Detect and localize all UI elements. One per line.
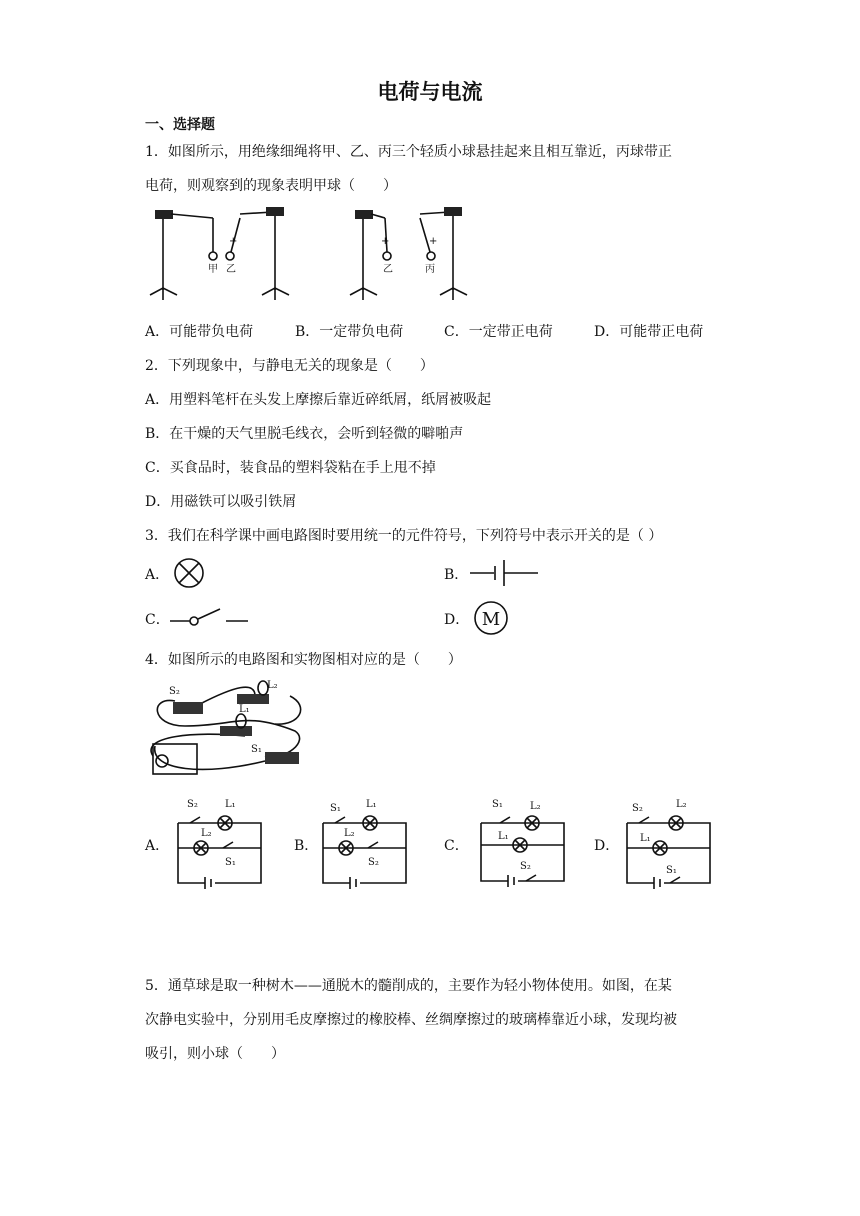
q2-option-d: D．用磁铁可以吸引铁屑 <box>145 494 297 510</box>
q1-option-d: D．可能带正电荷 <box>594 324 704 340</box>
q4-option-b-label: B． <box>294 838 319 854</box>
q1-figure <box>145 200 485 310</box>
q1-charge-1: + <box>229 236 238 247</box>
q5-line3: 吸引，则小球（ ） <box>145 1046 285 1062</box>
photo-label-s2: S₂ <box>169 686 180 697</box>
circuit-b-s2: S₂ <box>368 857 379 868</box>
q3-option-b-label: B． <box>444 567 469 583</box>
battery-symbol <box>470 559 540 587</box>
photo-label-l2: L₂ <box>267 680 278 691</box>
circuit-a <box>175 793 265 887</box>
motor-symbol <box>473 600 511 636</box>
circuit-c-s2: S₂ <box>520 861 531 872</box>
q1-option-b: B．一定带负电荷 <box>295 324 404 340</box>
lamp-symbol <box>172 556 206 590</box>
circuit-d-l1: L₁ <box>640 833 651 844</box>
q3-option-a-label: A． <box>145 567 170 583</box>
q3-option-c-label: C． <box>145 612 170 628</box>
photo-label-s1: S₁ <box>251 744 262 755</box>
circuit-b-l1: L₁ <box>366 799 377 810</box>
circuit-c-l2: L₂ <box>530 801 541 812</box>
circuit-c-s1: S₁ <box>492 799 503 810</box>
q1-label-yi-1: 乙 <box>226 264 236 275</box>
q2-stem: 2．下列现象中，与静电无关的现象是（ ） <box>145 358 434 374</box>
section-heading: 一、选择题 <box>145 117 215 133</box>
circuit-a-l1: L₁ <box>225 799 236 810</box>
circuit-a-s2: S₂ <box>187 799 198 810</box>
q1-charge-2: + <box>381 236 390 247</box>
circuit-d-s1: S₁ <box>666 865 677 876</box>
q4-photo <box>145 676 315 782</box>
stand-left-1 <box>150 210 213 300</box>
stand-left-2 <box>350 210 385 300</box>
stand-right-1 <box>240 207 289 300</box>
q2-option-b: B．在干燥的天气里脱毛线衣，会听到轻微的噼啪声 <box>145 426 464 442</box>
q1-option-c: C．一定带正电荷 <box>444 324 553 340</box>
q1-option-a: A．可能带负电荷 <box>145 324 254 340</box>
q4-option-a-label: A． <box>145 838 170 854</box>
photo-label-l1: L₁ <box>239 704 250 715</box>
circuit-b-s1: S₁ <box>330 803 341 814</box>
circuit-b-l2: L₂ <box>344 828 355 839</box>
q1-stem-line1: 1．如图所示，用绝缘细绳将甲、乙、丙三个轻质小球悬挂起来且相互靠近，丙球带正 <box>145 144 672 160</box>
q4-stem: 4．如图所示的电路图和实物图相对应的是（ ） <box>145 652 462 668</box>
motor-letter: M <box>481 609 501 630</box>
q4-option-d-label: D． <box>594 838 620 854</box>
q1-stem-line2: 电荷，则观察到的现象表明甲球（ ） <box>145 178 397 194</box>
q3-stem: 3．我们在科学课中画电路图时要用统一的元件符号，下列符号中表示开关的是（ ） <box>145 528 663 544</box>
q1-charge-3: + <box>429 236 438 247</box>
q5-line2: 次静电实验中，分别用毛皮摩擦过的橡胶棒、丝绸摩擦过的玻璃棒靠近小球，发现均被 <box>145 1012 677 1028</box>
circuit-c <box>478 793 568 887</box>
circuit-a-l2: L₂ <box>201 828 212 839</box>
q1-label-jia: 甲 <box>208 264 218 275</box>
q5-line1: 5．通草球是取一种树木——通脱木的髓削成的，主要作为轻小物体使用。如图，在某 <box>145 978 672 994</box>
circuit-d-l2: L₂ <box>676 799 687 810</box>
q2-option-c: C．买食品时，装食品的塑料袋粘在手上甩不掉 <box>145 460 436 476</box>
circuit-d <box>624 793 714 887</box>
circuit-a-s1: S₁ <box>225 857 236 868</box>
q1-label-yi-2: 乙 <box>383 264 393 275</box>
page-title: 电荷与电流 <box>377 79 483 104</box>
q2-option-a: A．用塑料笔杆在头发上摩擦后靠近碎纸屑，纸屑被吸起 <box>145 392 492 408</box>
q3-option-d-label: D． <box>444 612 470 628</box>
q1-label-bing: 丙 <box>425 264 435 275</box>
circuit-c-l1: L₁ <box>498 831 509 842</box>
q4-option-c-label: C． <box>444 838 469 854</box>
switch-symbol <box>170 605 250 629</box>
circuit-d-s2: S₂ <box>632 803 643 814</box>
circuit-b <box>320 793 410 887</box>
